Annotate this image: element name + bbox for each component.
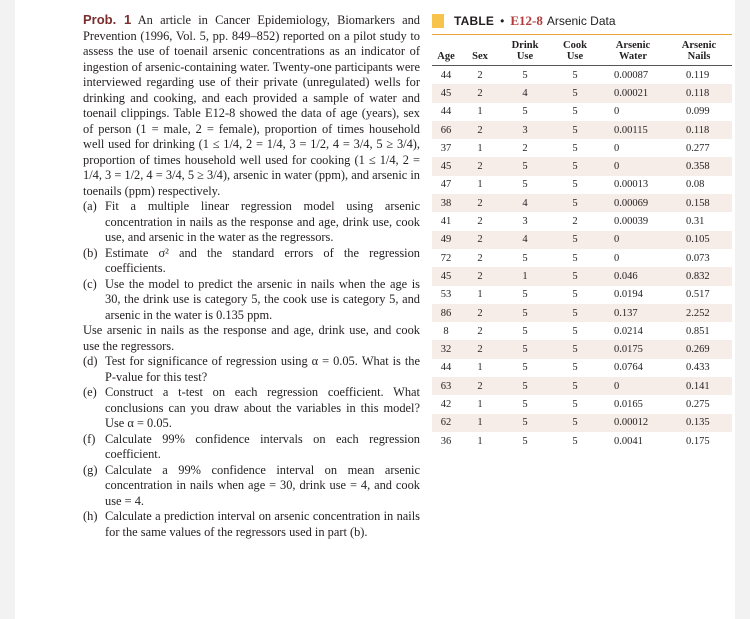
cell-an: 0.135	[666, 414, 732, 432]
cell-cook: 5	[572, 362, 578, 374]
table-row	[432, 212, 732, 230]
table-title	[432, 12, 732, 30]
cell-sex: 1	[460, 414, 500, 432]
problem-part	[83, 385, 420, 432]
page	[15, 0, 735, 619]
cell-sex: 2	[460, 231, 500, 249]
part-label: (c)	[83, 276, 97, 291]
cell-cook: 5	[550, 267, 600, 285]
table-row	[432, 103, 732, 121]
cell-age: 66	[432, 121, 460, 139]
cell-aw: 0.00069	[600, 194, 666, 212]
part-text: Construct a t-test on each regression coefficient. What conclusions can you draw about the variables in this model? Use α = 0.05.	[105, 385, 420, 430]
cell-cook: 5	[572, 435, 578, 447]
cell-age: 44	[440, 362, 452, 374]
cell-sex: 2	[460, 340, 500, 358]
table-row	[432, 176, 732, 194]
cell-drink: 4	[500, 194, 550, 212]
cell-aw: 0	[600, 231, 666, 249]
header-cook-use: Cook Use	[550, 35, 600, 66]
problem-part	[83, 509, 420, 540]
cell-cook: 5	[550, 304, 600, 322]
cell-aw: 0.00012	[600, 414, 666, 432]
cell-sex: 2	[460, 121, 500, 139]
table-row	[432, 249, 732, 267]
header-arsenic-water: Arsenic Water	[600, 35, 666, 66]
cell-sex: 2	[460, 84, 500, 102]
cell-sex: 1	[477, 289, 483, 301]
cell-drink: 5	[522, 325, 528, 337]
cell-aw: 0.0165	[614, 398, 643, 410]
problem-part	[83, 432, 420, 463]
cell-aw: 0.00039	[614, 216, 649, 228]
cell-aw: 0.00021	[600, 84, 666, 102]
cell-drink: 5	[522, 69, 528, 81]
part-label: (e)	[83, 385, 97, 399]
cell-drink: 5	[522, 179, 528, 191]
cell-drink: 5	[522, 106, 528, 118]
cell-drink: 5	[522, 398, 528, 410]
table-name: Arsenic Data	[546, 14, 616, 28]
cell-an: 2.252	[666, 304, 732, 322]
part-label: (a)	[83, 199, 97, 213]
part-text: Fit a multiple linear regression model using arsenic concentration in nails as the response and age, drink use, cook use, and arsenic in the water as the regressors.	[105, 199, 420, 244]
problem-label: Prob. 1	[83, 12, 132, 27]
cell-age: 37	[440, 142, 452, 154]
table-row	[432, 267, 732, 285]
table-row	[432, 414, 732, 432]
cell-cook: 2	[572, 216, 578, 228]
arsenic-data-table	[432, 12, 732, 450]
cell-aw: 0.00013	[614, 179, 649, 191]
cell-cook: 5	[550, 340, 600, 358]
table-row	[432, 286, 732, 304]
cell-an: 0.277	[686, 142, 710, 154]
cell-sex: 1	[477, 106, 483, 118]
problem-intro	[83, 12, 420, 199]
cell-sex: 2	[460, 194, 500, 212]
table-row	[432, 304, 732, 322]
problem-part	[83, 463, 420, 510]
cell-an: 0.851	[686, 325, 710, 337]
cell-age: 49	[432, 231, 460, 249]
regressor-note: Use arsenic in nails as the response and age, drink use, and cook use the regressors.	[83, 323, 420, 353]
cell-age: 72	[440, 252, 452, 264]
cell-cook: 5	[572, 252, 578, 264]
cell-aw: 0.00115	[600, 121, 666, 139]
cell-age: 8	[443, 325, 449, 337]
cell-cook: 5	[572, 325, 578, 337]
part-text: Estimate σ² and the standard errors of the regression coefficients.	[105, 245, 420, 275]
table-row	[432, 377, 732, 395]
cell-sex: 1	[477, 179, 483, 191]
cell-age: 44	[440, 106, 452, 118]
table-row	[432, 66, 732, 85]
part-text: Use the model to predict the arsenic in nails when the age is 30, the drink use is category 5, the cook use is category 5, and arsenic in the water is 0.135 ppm.	[105, 276, 420, 322]
cell-age: 86	[432, 304, 460, 322]
problem-intro-text: An article in Cancer Epidemiology, Biomarkers and Prevention (1996, Vol. 5, pp. 849–852) reported on a pilot study to assess the use of toenail arsenic concentrations as an indicator of ingestion of arsenic-containing water. Twenty-one participants were interviewed regarding use of their private (unregulated) wells for drinking and cooking, and each provided a sample of water and toenail clippings. Table E12-8 showed the data of age (years), sex of person (1 = male, 2 = female), proportion of times household well used for drinking (1 ≤ 1/4, 2 = 1/4, 3 = 1/2, 4 = 3/4, 5 ≥ 3/4), proportion of times household well used for cooking (1 ≤ 1/4, 2 = 1/4, 3 = 1/2, 4 = 3/4, 5 ≥ 3/4), arsenic in water (ppm), and arsenic in toenails (ppm) respectively.	[83, 13, 421, 198]
cell-cook: 5	[550, 377, 600, 395]
part-label: (d)	[83, 354, 98, 368]
table-separator: •	[500, 14, 505, 28]
header-row	[432, 35, 732, 66]
part-label: (h)	[83, 509, 98, 523]
cell-aw: 0.0194	[614, 289, 643, 301]
table-row	[432, 432, 732, 450]
table-row	[432, 231, 732, 249]
cell-aw: 0	[614, 106, 620, 118]
cell-drink: 5	[522, 289, 528, 301]
cell-cook: 5	[550, 194, 600, 212]
cell-aw: 0.0214	[614, 325, 643, 337]
table-body	[432, 66, 732, 451]
table-row	[432, 395, 732, 413]
cell-drink: 3	[500, 121, 550, 139]
cell-drink: 5	[522, 362, 528, 374]
cell-an: 0.119	[686, 69, 710, 81]
problem-text	[83, 12, 420, 540]
header-arsenic-nails: Arsenic Nails	[666, 35, 732, 66]
cell-drink: 5	[500, 414, 550, 432]
table-row	[432, 121, 732, 139]
part-label: (f)	[83, 431, 96, 446]
cell-aw: 0.0041	[614, 435, 643, 447]
cell-age: 42	[440, 398, 452, 410]
cell-cook: 5	[550, 231, 600, 249]
cell-an: 0.433	[686, 362, 710, 374]
cell-drink: 2	[522, 142, 528, 154]
cell-an: 0.105	[666, 231, 732, 249]
data-table	[432, 35, 732, 450]
problem-part	[83, 277, 420, 324]
cell-aw: 0	[614, 252, 620, 264]
cell-sex: 1	[477, 398, 483, 410]
cell-sex: 2	[460, 157, 500, 175]
problem-part	[83, 354, 420, 385]
cell-aw: 0.00087	[614, 69, 649, 81]
cell-age: 38	[432, 194, 460, 212]
part-label: (g)	[83, 462, 98, 477]
table-row	[432, 322, 732, 340]
cell-cook: 5	[572, 69, 578, 81]
part-text: Test for significance of regression using α = 0.05. What is the P-value for this test?	[105, 354, 420, 384]
cell-age: 45	[432, 267, 460, 285]
cell-cook: 5	[550, 121, 600, 139]
table-label: TABLE	[454, 14, 495, 28]
cell-an: 0.269	[666, 340, 732, 358]
cell-drink: 5	[500, 157, 550, 175]
cell-sex: 1	[477, 435, 483, 447]
cell-sex: 2	[477, 325, 483, 337]
cell-sex: 2	[477, 252, 483, 264]
part-label: (b)	[83, 245, 98, 260]
cell-cook: 5	[572, 398, 578, 410]
cell-drink: 3	[522, 216, 528, 228]
cell-cook: 5	[550, 157, 600, 175]
cell-sex: 1	[477, 142, 483, 154]
part-text: Calculate a prediction interval on arsenic concentration in nails for the same values of the regressors used in part (b).	[105, 509, 420, 539]
cell-age: 53	[440, 289, 452, 301]
cell-an: 0.118	[666, 84, 732, 102]
header-drink-use: Drink Use	[500, 35, 550, 66]
cell-sex: 2	[460, 304, 500, 322]
cell-an: 0.073	[686, 252, 710, 264]
problem-part	[83, 246, 420, 277]
cell-drink: 5	[522, 435, 528, 447]
parts-list-1	[83, 199, 420, 323]
cell-age: 36	[440, 435, 452, 447]
cell-aw: 0	[600, 377, 666, 395]
cell-cook: 5	[572, 179, 578, 191]
cell-an: 0.175	[686, 435, 710, 447]
cell-sex: 2	[460, 377, 500, 395]
cell-sex: 2	[477, 216, 483, 228]
table-marker	[432, 14, 444, 28]
cell-age: 63	[432, 377, 460, 395]
cell-aw: 0.0764	[614, 362, 643, 374]
cell-an: 0.118	[666, 121, 732, 139]
table-row	[432, 157, 732, 175]
table-row	[432, 84, 732, 102]
cell-sex: 2	[460, 267, 500, 285]
cell-an: 0.141	[666, 377, 732, 395]
cell-an: 0.158	[666, 194, 732, 212]
cell-cook: 5	[572, 142, 578, 154]
cell-drink: 5	[500, 304, 550, 322]
cell-cook: 5	[572, 106, 578, 118]
cell-an: 0.832	[666, 267, 732, 285]
table-row	[432, 359, 732, 377]
cell-age: 45	[432, 157, 460, 175]
cell-drink: 4	[500, 84, 550, 102]
cell-aw: 0	[600, 157, 666, 175]
cell-drink: 4	[500, 231, 550, 249]
cell-aw: 0.0175	[600, 340, 666, 358]
cell-an: 0.358	[666, 157, 732, 175]
part-text: Calculate a 99% confidence interval on mean arsenic concentration in nails when age = 30, drink use = 4, and cook use = 4.	[105, 462, 420, 508]
cell-an: 0.099	[686, 106, 710, 118]
cell-age: 44	[440, 69, 452, 81]
cell-aw: 0.137	[600, 304, 666, 322]
cell-cook: 5	[572, 289, 578, 301]
cell-drink: 5	[500, 340, 550, 358]
cell-sex: 2	[477, 69, 483, 81]
header-sex: Sex	[460, 35, 500, 66]
table-row	[432, 340, 732, 358]
cell-age: 45	[432, 84, 460, 102]
cell-sex: 1	[477, 362, 483, 374]
problem-part	[83, 199, 420, 246]
cell-drink: 5	[500, 377, 550, 395]
cell-cook: 5	[550, 84, 600, 102]
table-row	[432, 194, 732, 212]
header-age: Age	[432, 35, 460, 66]
cell-aw: 0	[614, 142, 620, 154]
cell-aw: 0.046	[600, 267, 666, 285]
cell-age: 47	[440, 179, 452, 191]
part-text: Calculate 99% confidence intervals on each regression coefficient.	[105, 431, 420, 461]
cell-age: 41	[440, 216, 452, 228]
cell-drink: 5	[522, 252, 528, 264]
cell-an: 0.517	[686, 289, 710, 301]
table-row	[432, 139, 732, 157]
cell-an: 0.275	[686, 398, 710, 410]
cell-age: 62	[432, 414, 460, 432]
cell-cook: 5	[550, 414, 600, 432]
cell-an: 0.31	[686, 216, 705, 228]
cell-an: 0.08	[686, 179, 705, 191]
parts-list-2	[83, 354, 420, 540]
cell-drink: 1	[500, 267, 550, 285]
cell-age: 32	[432, 340, 460, 358]
table-number: E12-8	[510, 13, 543, 28]
